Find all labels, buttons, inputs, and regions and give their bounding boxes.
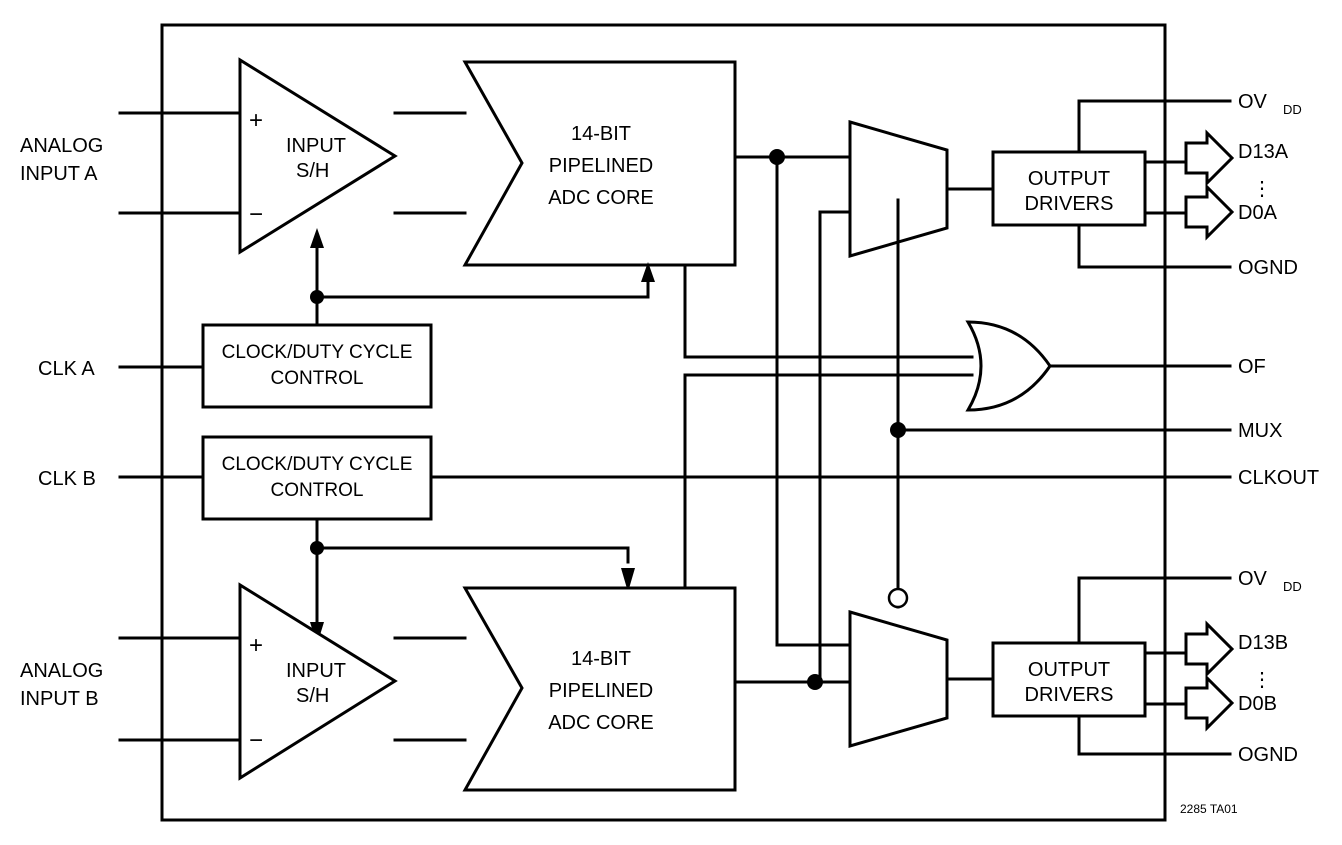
data-out-arrow-b-bottom	[1186, 678, 1232, 728]
adc-core-b-label-2: PIPELINED	[548, 680, 654, 702]
input-sh-a-minus: −	[249, 201, 264, 228]
d-b-ellipsis: ⋮	[1252, 669, 1272, 691]
input-sh-a-label-2: S/H	[296, 160, 330, 182]
d0b-label: D0B	[1238, 693, 1277, 715]
clkout-label: CLKOUT	[1238, 467, 1320, 489]
ovdd-a-label: OV	[1238, 91, 1267, 113]
adc-core-a-label-1: 14-BIT	[570, 123, 632, 145]
d-a-ellipsis: ⋮	[1252, 178, 1272, 200]
clk-a-label: CLK A	[38, 358, 95, 380]
clock-duty-b-label-2: CONTROL	[270, 480, 364, 501]
ognd-a-label: OGND	[1238, 257, 1298, 279]
d13b-label: D13B	[1238, 632, 1289, 654]
input-sh-b-label-2: S/H	[296, 685, 330, 707]
ovdd-b-sub: DD	[1283, 579, 1302, 594]
output-drivers-b-label-1: OUTPUT	[1027, 659, 1111, 681]
adc-core-a-label-2: PIPELINED	[548, 155, 654, 177]
output-drivers-b-label-2: DRIVERS	[1024, 684, 1114, 706]
adc-core-a-label-3: ADC CORE	[548, 187, 654, 209]
d13a-label: D13A	[1238, 141, 1289, 163]
clk-b-label: CLK B	[38, 468, 96, 490]
junction-core-b-out	[807, 674, 823, 690]
junction-clk-a	[310, 290, 324, 304]
junction-clk-b	[310, 541, 324, 555]
clock-duty-b-label-1: CLOCK/DUTY CYCLE	[221, 454, 413, 475]
ovdd-a-sub: DD	[1283, 102, 1302, 117]
output-drivers-a-label-1: OUTPUT	[1027, 168, 1111, 190]
clock-duty-b-box	[203, 437, 431, 519]
data-out-arrow-a-top	[1186, 133, 1232, 183]
clock-duty-a-label-1: CLOCK/DUTY CYCLE	[221, 342, 413, 363]
data-out-arrow-a-bottom	[1186, 187, 1232, 237]
d0a-label: D0A	[1238, 202, 1277, 224]
mux-label: MUX	[1238, 420, 1283, 442]
of-label: OF	[1238, 356, 1266, 378]
data-out-arrow-b-top	[1186, 624, 1232, 674]
adc-core-b-label-3: ADC CORE	[548, 712, 654, 734]
output-drivers-a-label-2: DRIVERS	[1024, 193, 1114, 215]
analog-input-a-label-1: ANALOG	[20, 135, 104, 157]
analog-input-b-label-2: INPUT B	[20, 688, 99, 710]
input-sh-a-label-1: INPUT	[286, 135, 346, 157]
mux-b-invert-bubble	[889, 589, 907, 607]
ovdd-b-label: OV	[1238, 568, 1267, 590]
input-sh-b-plus: +	[249, 632, 264, 659]
input-sh-b-label-1: INPUT	[286, 660, 346, 682]
input-sh-a-plus: +	[249, 107, 264, 134]
ognd-b-label: OGND	[1238, 744, 1298, 766]
analog-input-b-label-1: ANALOG	[20, 660, 104, 682]
diagram-credit: 2285 TA01	[1180, 802, 1238, 816]
input-sh-b-minus: −	[249, 727, 264, 754]
adc-core-b-label-1: 14-BIT	[570, 648, 632, 670]
analog-input-a-label-2: INPUT A	[20, 163, 98, 185]
clock-duty-a-box	[203, 325, 431, 407]
clock-duty-a-label-2: CONTROL	[270, 368, 364, 389]
